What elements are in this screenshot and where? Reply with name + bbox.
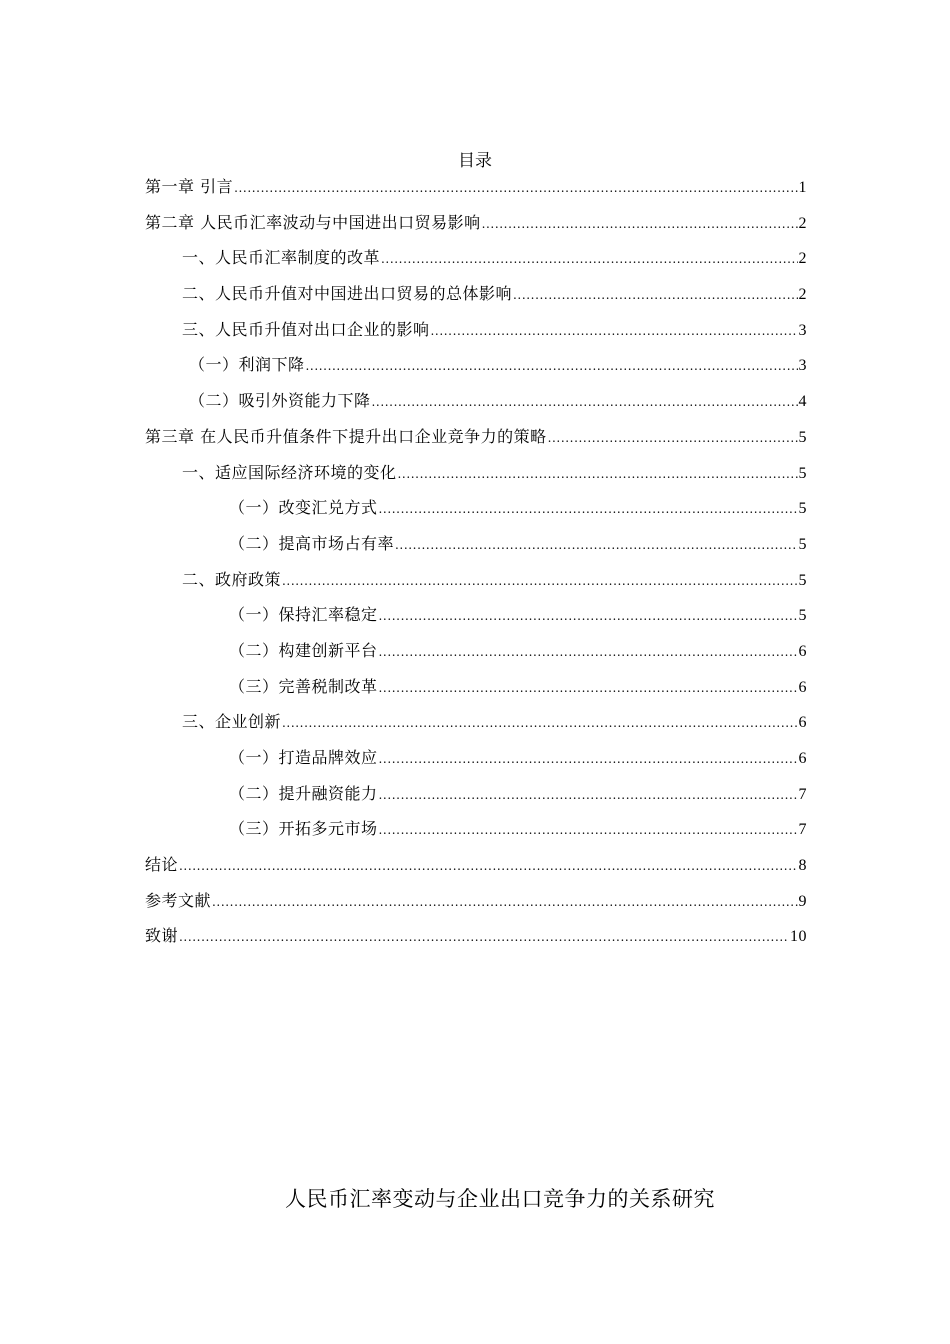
toc-entry-label: 第一章 引言	[145, 177, 234, 196]
toc-leader-dots	[179, 925, 789, 949]
toc-entry-label: （三）完善税制改革	[229, 676, 378, 696]
toc-entry[interactable]	[145, 603, 807, 639]
toc-entry[interactable]	[145, 461, 807, 497]
toc-entry[interactable]	[145, 746, 807, 782]
toc-leader-dots	[306, 354, 798, 378]
toc-entry-page: 1	[798, 179, 807, 196]
toc-entry-label: （一）保持汇率稳定	[229, 605, 378, 625]
toc-leader-dots	[548, 426, 798, 450]
toc-title: 目录	[458, 151, 492, 171]
toc-entry-page: 10	[790, 928, 807, 946]
toc-entry-label: 一、适应国际经济环境的变化	[182, 462, 397, 482]
toc-entry[interactable]	[145, 568, 807, 604]
toc-entry[interactable]	[145, 817, 807, 853]
toc-entry-label: （一）改变汇兑方式	[229, 498, 378, 518]
toc-leader-dots	[381, 247, 797, 271]
toc-entry-label: （一）打造品牌效应	[229, 748, 378, 767]
toc-leader-dots	[379, 783, 798, 807]
toc-leader-dots	[379, 676, 798, 700]
toc-entry[interactable]	[145, 282, 807, 318]
toc-entry-label: （二）吸引外资能力下降	[189, 391, 371, 411]
toc-entry-label: （三）开拓多元市场	[229, 819, 378, 839]
toc-leader-dots	[212, 890, 797, 914]
toc-leader-dots	[379, 818, 798, 842]
toc-entry-page: 7	[798, 785, 807, 803]
toc-entry-label: 参考文献	[145, 890, 212, 910]
toc-entry-page: 5	[798, 607, 807, 625]
toc-entry-page: 6	[798, 714, 807, 732]
toc-leader-dots	[482, 212, 798, 236]
toc-entry-label: （一）利润下降	[189, 355, 305, 375]
toc-entry-page: 4	[798, 393, 807, 411]
toc-entry[interactable]	[145, 496, 807, 532]
toc-entry-page: 3	[798, 321, 807, 339]
toc-entry-page: 6	[798, 678, 807, 696]
toc-entry-label: 三、企业创新	[182, 712, 282, 732]
toc-entry-page: 5	[798, 464, 807, 482]
toc-entry[interactable]	[145, 211, 807, 247]
toc-entry[interactable]	[145, 889, 807, 925]
toc-entry-page: 6	[798, 642, 807, 660]
toc-leader-dots	[372, 390, 798, 414]
toc-entry[interactable]	[145, 353, 807, 389]
toc-entry-label: 第二章 人民币汇率波动与中国进出口贸易影响	[145, 212, 481, 232]
toc-entry[interactable]	[145, 425, 807, 461]
toc-entry[interactable]	[145, 532, 807, 568]
toc-entry[interactable]	[145, 639, 807, 675]
toc-leader-dots	[234, 176, 797, 200]
toc-entry-label: 结论	[145, 855, 179, 875]
toc-entry[interactable]	[145, 710, 807, 746]
toc-entry[interactable]	[145, 318, 807, 354]
toc-entry-page: 2	[798, 286, 807, 304]
toc-entry-label: 第三章 在人民币升值条件下提升出口企业竞争力的策略	[145, 426, 547, 446]
toc-entry-label: 二、人民币升值对中国进出口贸易的总体影响	[182, 284, 513, 304]
toc-entry[interactable]	[145, 924, 807, 960]
toc-entry-page: 8	[798, 857, 807, 875]
document-title: 人民币汇率变动与企业出口竞争力的关系研究	[285, 1187, 715, 1211]
toc-entry-page: 5	[798, 428, 807, 446]
toc-entry-page: 2	[798, 250, 807, 268]
toc-entry-page: 3	[798, 357, 807, 375]
toc-entry-label: 一、人民币汇率制度的改革	[182, 248, 381, 268]
toc-entry-label: （二）提升融资能力	[229, 783, 378, 803]
toc-entry[interactable]	[145, 175, 807, 211]
toc-entry[interactable]	[145, 782, 807, 818]
toc-entry[interactable]	[145, 246, 807, 282]
toc-entry-page: 5	[798, 500, 807, 518]
toc-entry-page: 7	[798, 821, 807, 839]
toc-entry-label: 二、政府政策	[182, 569, 282, 589]
toc-entry-label: （二）提高市场占有率	[229, 533, 395, 553]
toc-entry[interactable]	[145, 853, 807, 889]
toc-leader-dots	[513, 283, 797, 307]
toc-leader-dots	[379, 747, 798, 771]
toc-entry[interactable]	[145, 389, 807, 425]
table-of-contents	[145, 175, 807, 960]
toc-entry-page: 5	[798, 571, 807, 589]
toc-entry-page: 6	[798, 750, 807, 767]
toc-leader-dots	[398, 462, 798, 486]
toc-entry-page: 5	[798, 535, 807, 553]
toc-leader-dots	[379, 497, 798, 521]
toc-entry-page: 2	[798, 214, 807, 232]
toc-entry-label: （二）构建创新平台	[229, 640, 378, 660]
toc-entry-label: 致谢	[145, 926, 179, 946]
toc-entry[interactable]	[145, 675, 807, 711]
toc-leader-dots	[395, 533, 797, 557]
toc-leader-dots	[282, 711, 797, 735]
toc-leader-dots	[179, 854, 797, 878]
toc-leader-dots	[282, 569, 797, 593]
toc-entry-page: 9	[798, 892, 807, 910]
toc-leader-dots	[431, 319, 798, 343]
toc-leader-dots	[379, 640, 798, 664]
toc-entry-label: 三、人民币升值对出口企业的影响	[182, 319, 430, 339]
toc-leader-dots	[379, 604, 798, 628]
